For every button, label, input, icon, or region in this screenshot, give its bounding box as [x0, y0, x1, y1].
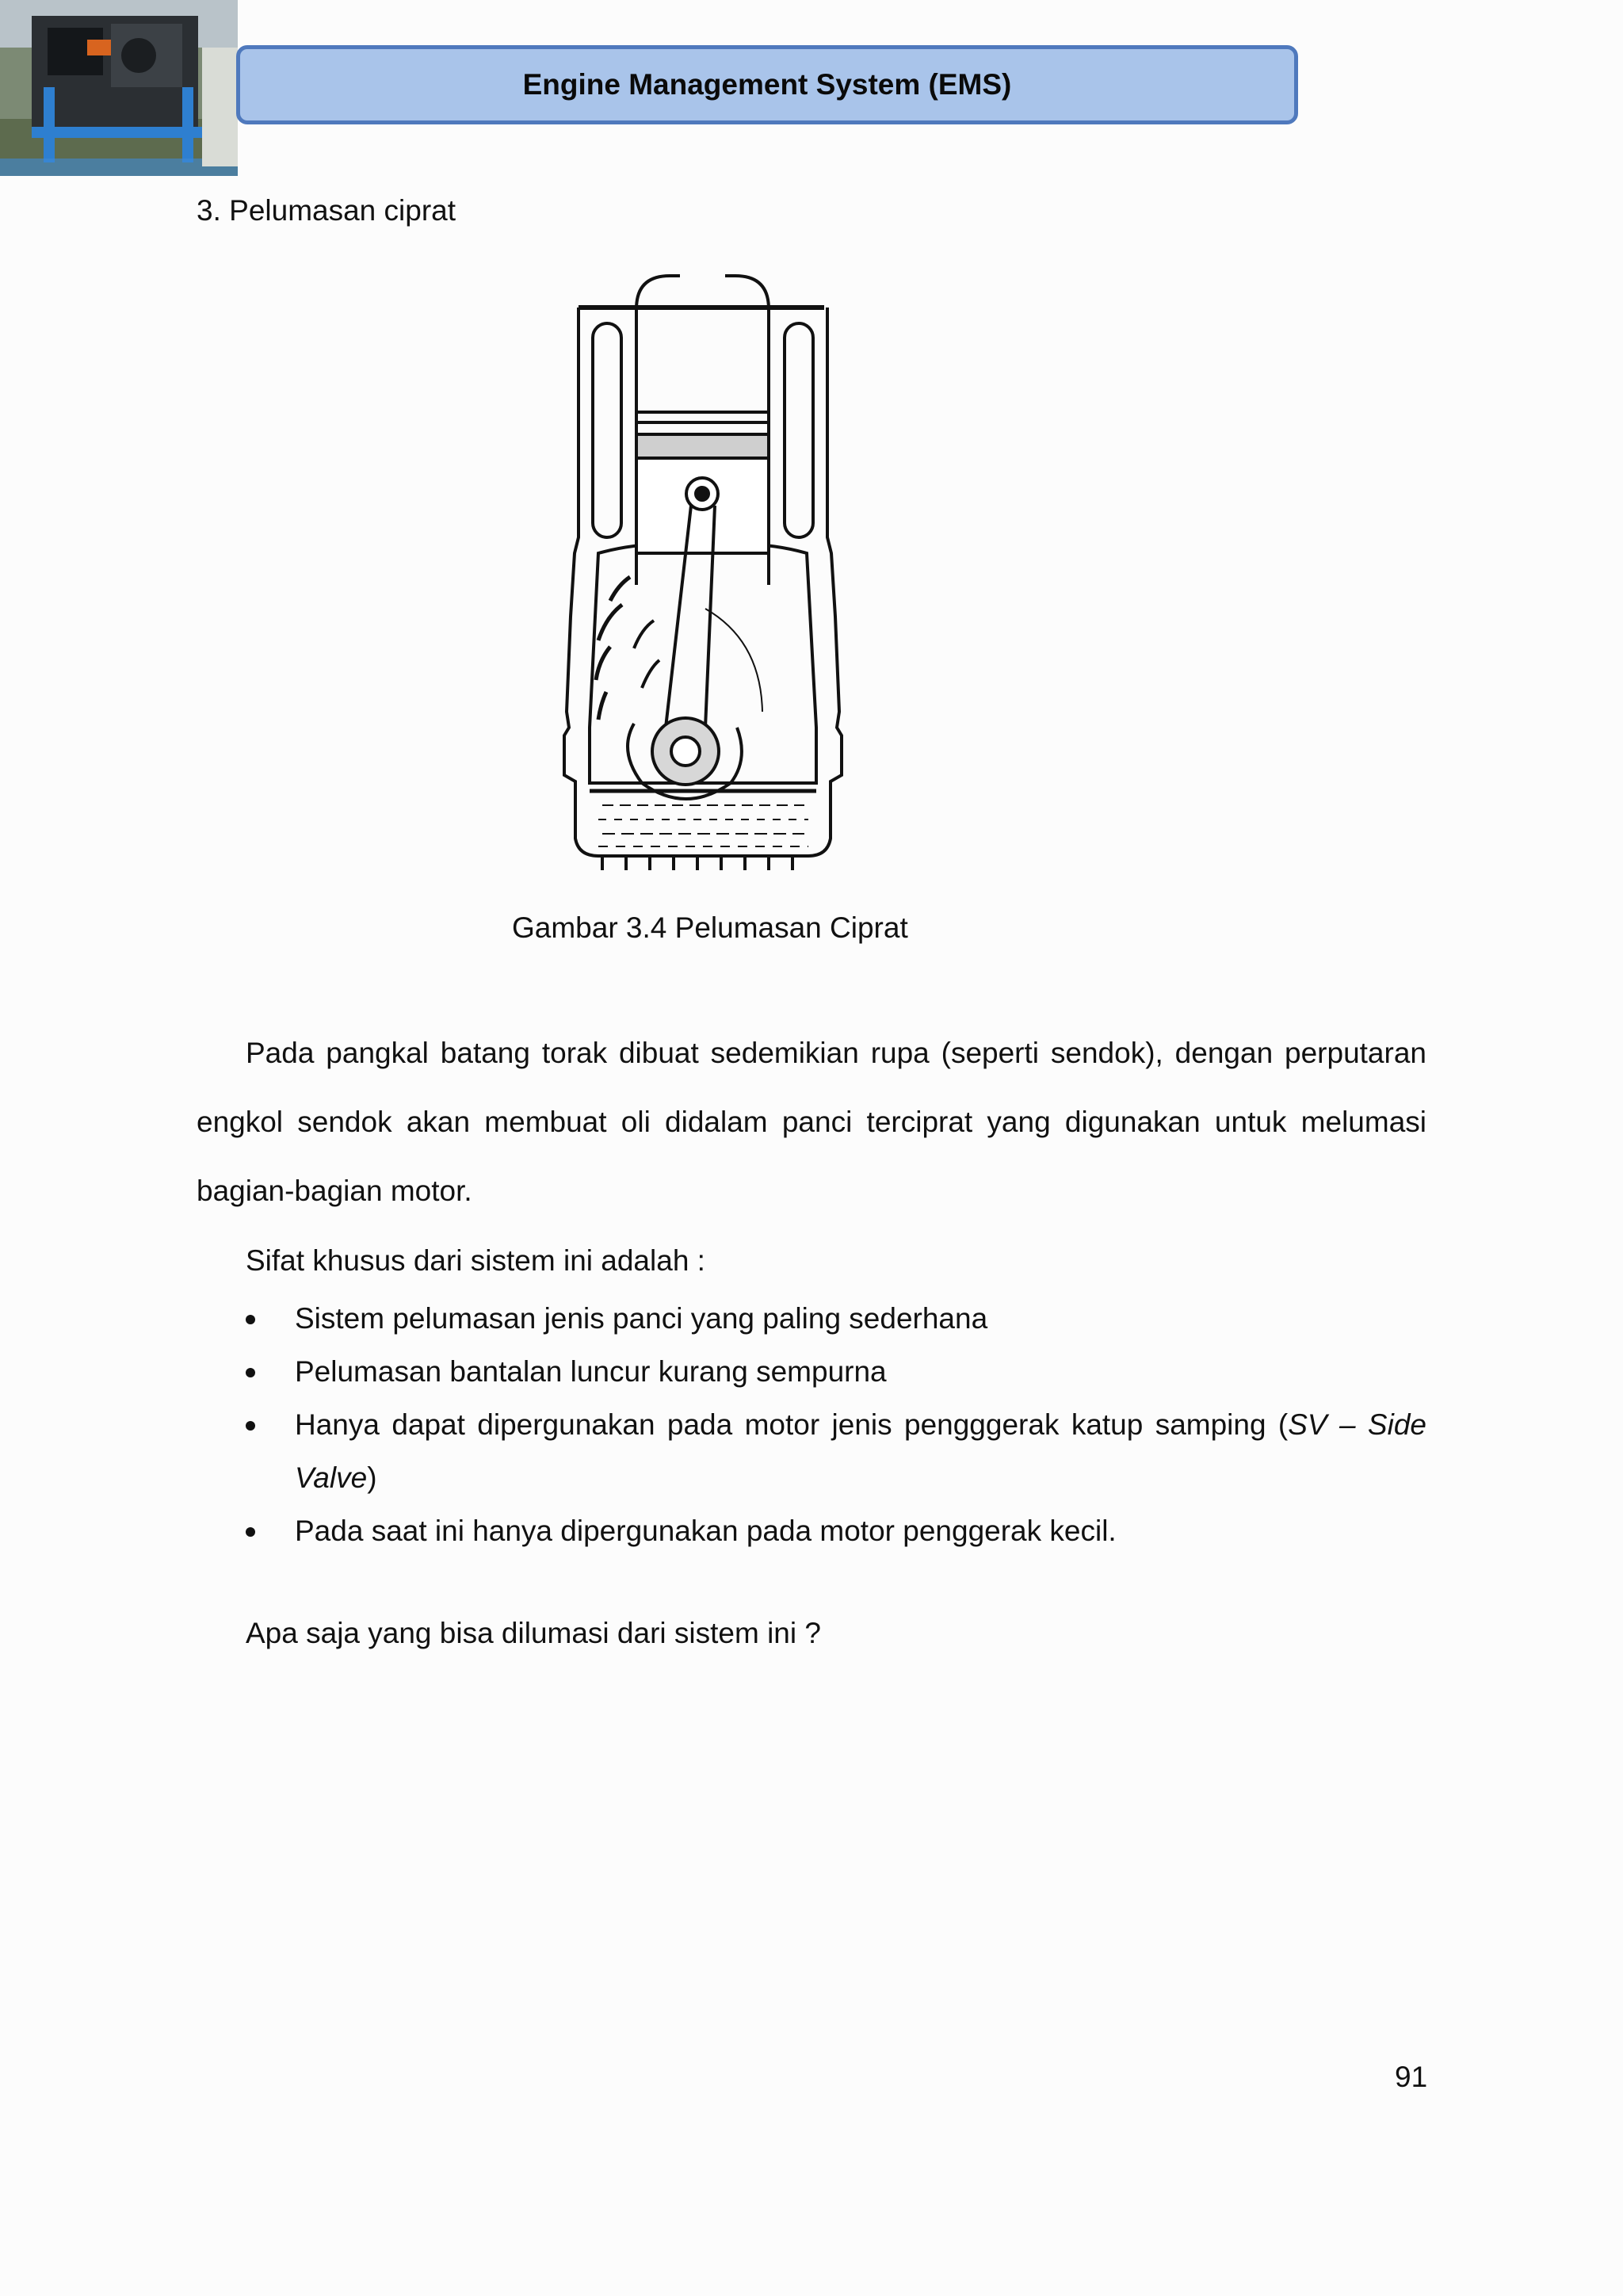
features-list	[246, 1292, 1426, 1557]
list-item-text: Hanya dapat dipergunakan pada motor jenis pengggerak katup samping (	[295, 1408, 1289, 1441]
features-intro: Sifat khusus dari sistem ini adalah :	[246, 1244, 705, 1277]
header-title: Engine Management System (EMS)	[522, 68, 1012, 101]
bullet-icon	[246, 1315, 255, 1324]
list-item-text: Pelumasan bantalan luncur kurang sempurna	[295, 1355, 887, 1388]
bullet-icon	[246, 1368, 255, 1377]
list-item	[246, 1345, 1426, 1398]
list-item-text: Pada saat ini hanya dipergunakan pada motor penggerak kecil.	[295, 1515, 1117, 1547]
bullet-icon	[246, 1421, 255, 1431]
figure-caption: Gambar 3.4 Pelumasan Ciprat	[512, 911, 908, 944]
engine-trainer-photo	[0, 0, 238, 176]
section-heading: 3. Pelumasan ciprat	[197, 194, 456, 227]
header-banner	[236, 45, 1298, 124]
question-text: Apa saja yang bisa dilumasi dari sistem ini ?	[246, 1617, 821, 1649]
splash-lubrication-diagram	[523, 268, 880, 878]
list-item	[246, 1292, 1426, 1345]
bullet-icon	[246, 1527, 255, 1537]
list-item	[246, 1504, 1426, 1557]
page-number: 91	[1395, 2061, 1428, 2093]
list-item-text: Sistem pelumasan jenis panci yang paling sederhana	[295, 1302, 988, 1335]
list-item	[246, 1398, 1426, 1504]
list-item-italic: SV – Side Valve	[295, 1408, 1426, 1494]
body-paragraph: Pada pangkal batang torak dibuat sedemikian rupa (seperti sendok), dengan perputaran engkol sendok akan membuat oli didalam panci terciprat yang digunakan untuk melumasi bagian-bagian motor.	[197, 1037, 1426, 1207]
list-item-suffix: )	[367, 1461, 377, 1494]
